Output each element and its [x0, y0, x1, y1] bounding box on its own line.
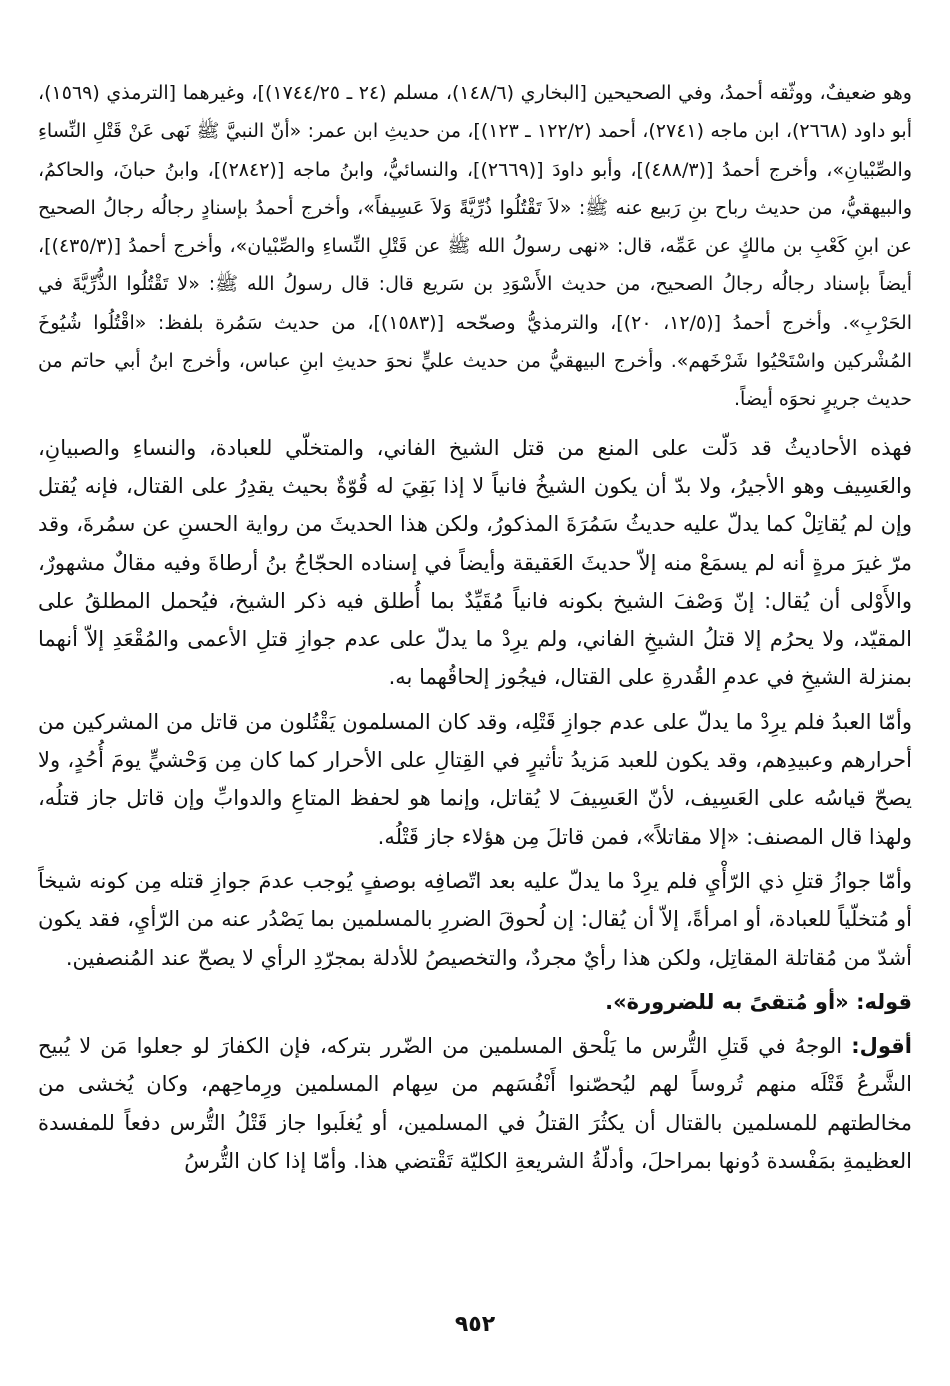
page-body: [38, 74, 912, 1344]
body-paragraph-3: وأمّا جوازُ قتلِ ذي الرّأْيِ فلم يرِدْ ما يدلّ عليه بعد اتّصافِه بوصفٍ يُوجب عدمَ جوازِ قتله مِن كونه شيخاً أو مُتخلّياً للعبادة، أو امرأةً، إلاّ أن يُقال: إن لُحوقَ الضررِ بالمسلمين بما يَصْدُر عنه من الرّأيِ، فقد يكون أشدّ من مُقاتلة المقاتِل، ولكن هذا رأيٌ مجردٌ، والتخصيصُ للأدلة بمجرّدِ الرأي لا يصحّ عند المُنصفين.: [38, 868, 912, 970]
body-paragraph-2: وأمّا العبدُ فلم يرِدْ ما يدلّ على عدم جوازِ قَتْلِه، وقد كان المسلمون يَقْتُلون من قاتل من المشركين من أحرارهم وعبيدِهم، وقد يكون للعبد مَزيدُ تأثيرٍ في القِتالِ على الأحرار كما كان مِن وَحْشيٍّ يومَ أُحُدٍ، ولا يصحّ قياسُه على العَسِيف، لأنّ العَسِيفَ لا يُقاتل، وإنما هو لحفظ المتاعِ والدوابِّ وإن قاتل جاز قتلُه، ولهذا قال المصنف: «إلا مقاتلاً»، فمن قاتلَ مِن هؤلاء جاز قَتْلُه.: [38, 709, 912, 849]
body-paragraph-4: [38, 1027, 912, 1180]
quote-heading: [38, 983, 912, 1021]
footnote-text: وهو ضعيفٌ، ووثّقه أحمدُ، وفي الصحيحين [البخاري (١٤٨/٦)، مسلم (٢٤ ـ ١٧٤٤/٢٥)]، وغيرهما [الترمذي (١٥٦٩)، أبو داود (٢٦٦٨)، ابن ماجه (٢٧٤١)، أحمد (١٢٢/٢ ـ ١٢٣)]، من حديثِ ابن عمر: «أنّ النبيَّ ﷺ نَهى عَنْ قَتْلِ النِّساءِ والصِّبْيانِ»، وأخرج أحمدُ [(٤٨٨/٣)]، وأبو داودَ [(٢٦٦٩)]، والنسائيُّ، وابنُ ماجه [(٢٨٤٢)]، وابنُ حبانَ، والحاكمُ، والبيهقيُّ، من حديث رباح بنِ رَبيع عنه ﷺ: «لاَ تَقْتُلُوا ذُرِّيَّةً وَلاَ عَسِيفاً»، وأخرج أحمدُ بإسنادٍ رجالُه رجالُ الصحيح عن ابنِ كَعْبِ بن مالكٍ عن عَمِّه، قال: «نهى رسولُ الله ﷺ عن قَتْلِ النِّساءِ والصِّبْيان»، وأخرج أحمدُ [(٤٣٥/٣)]، أيضاً بإسناد رجالُه رجالُ الصحيح، من حديث الأَسْوَدِ بن سَريع قال: قال رسولُ الله ﷺ: «لا تَقْتُلُوا الذُّرِّيَّةَ في الحَرْبِ». وأخرج أحمدُ [(١٢/٥، ٢٠)]، والترمذيُّ وصحّحه [(١٥٨٣)]، من حديث سَمُرة بلفظ: «اقْتُلُوا شُيُوخَ المُشْركين واسْتَحْيُوا شَرْخَهم». وأخرج البيهقيُّ من حديث عليٍّ نحوَ حديثِ ابنِ عباس، وأخرج ابنُ أبي حاتم من حديث جريرٍ نحوَه أيضاً.: [38, 82, 912, 411]
quote-heading-text: «أو مُتقىً به للضرورة».: [605, 989, 849, 1014]
page-number: ٩٥٢: [454, 1312, 496, 1337]
body-paragraph-1: فهذه الأحاديثُ قد دَلّت على المنع من قتل الشيخ الفاني، والمتخلّي للعبادة، والنساءِ والصبيانِ، والعَسِيف وهو الأجيرُ، ولا بدّ أن يكون الشيخُ فانياً لا إذا بَقِيَ له قُوّةٌ بحيث يقدِرُ على القتال، فإنه يُقتل وإن لم يُقاتِلْ كما يدلّ عليه حديثُ سَمُرَةَ المذكورُ، ولكن هذا الحديثَ من رواية الحسنِ عن سمُرةَ، وقد مرّ غيرَ مرةٍ أنه لم يسمَعْ منه إلاّ حديثَ العَقيقة وأيضاً في إسناده الحجّاجُ بنُ أرطاةَ وفيه مقالٌ مشهورٌ، والأَوْلى أن يُقال: إنّ وَصْفَ الشيخ بكونه فانياً مُقَيِّدٌ بما أُطلق فيه ذكر الشيخ، فيُحمل المطلقُ على المقيّد، ولا يحرُم إلا قتلُ الشيخِ الفاني، ولم يرِدْ ما يدلّ على عدم جوازِ قتلِ الأعمى والمُقْعَدِ إلاّ أنهما بمنزلة الشيخِ في عدمِ القُدرةِ على القتال، فيجُوز إلحاقُهما به.: [38, 435, 912, 690]
paragraph-body-text: الوجهُ في قَتلِ التُّرس ما يَلْحق المسلمين من الضّرر بتركه، فإن الكفارَ لو جعلوا مَن لا يُبيح الشَّرعُ قَتْلَه منهم تُروساً لهم ليُحصّنوا أَنْفُسَهم من سِهام المسلمين ورِماحِهم، وكان يُخشى من مخالطتهم للمسلمين بالقتال أن يكثُرَ القتلُ في المسلمين، أو يُغلَبوا جاز قَتْلُ التُّرس دفعاً للمفسدة العظيمةِ بمَفْسدة دُونها بمراحلَ، وأدلّةُ الشريعةِ الكليّة تَقْتضي هذا. وأمّا إذا كان التُّرسُ: [38, 1034, 912, 1174]
paragraph-lead-word: أقول:: [851, 1034, 912, 1059]
quote-heading-label: قوله:: [856, 989, 912, 1014]
